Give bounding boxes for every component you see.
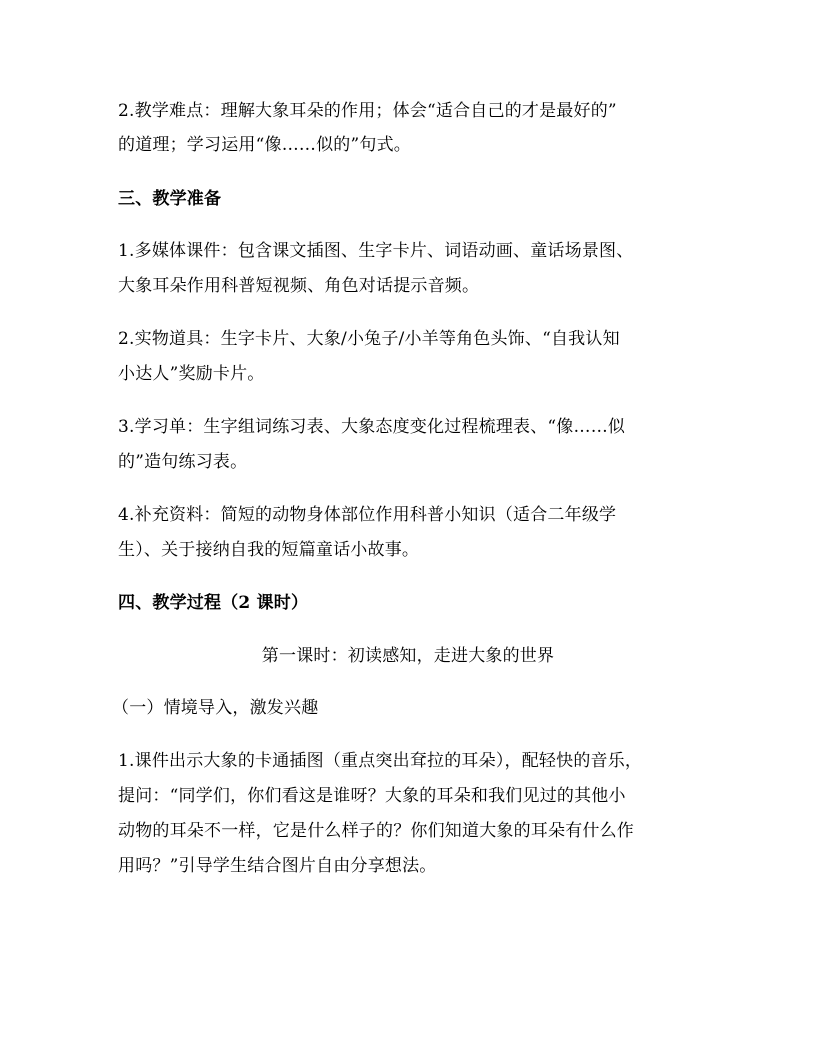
text-line: 2.教学难点：理解大象耳朵的作用；体会“适合自己的才是最好的”: [118, 101, 617, 121]
text-line: 4.补充资料：简短的动物身体部位作用科普小知识（适合二年级学: [118, 505, 617, 525]
text-line: 的道理；学习运用“像……似的”句式。: [118, 135, 411, 155]
text-line: 小达人”奖励卡片。: [118, 364, 265, 384]
text-line: 提问：“同学们，你们看这是谁呀？大象的耳朵和我们见过的其他小: [118, 786, 626, 806]
text-line: 用吗？”引导学生结合图片自由分享想法。: [118, 856, 437, 876]
section-heading: 四、教学过程（2 课时）: [118, 593, 309, 613]
text-line: 1.课件出示大象的卡通插图（重点突出耷拉的耳朵），配轻快的音乐，: [118, 751, 643, 771]
text-line: 的”造句练习表。: [118, 452, 248, 472]
sub-heading: （一）情境导入，激发兴趣: [112, 698, 319, 718]
text-line: 生）、关于接纳自我的短篇童话小故事。: [118, 540, 420, 560]
section-heading: 三、教学准备: [118, 189, 222, 209]
text-line: 大象耳朵作用科普短视频、角色对话提示音频。: [118, 276, 480, 296]
lesson-title: 第一课时：初读感知，走进大象的世界: [261, 646, 555, 666]
text-line: 1.多媒体课件：包含课文插图、生字卡片、词语动画、童话场景图、: [118, 241, 634, 261]
text-line: 动物的耳朵不一样，它是什么样子的？你们知道大象的耳朵有什么作: [118, 821, 634, 841]
text-line: 3.学习单：生字组词练习表、大象态度变化过程梳理表、“像……似: [118, 417, 626, 437]
text-line: 2.实物道具：生字卡片、大象/小兔子/小羊等角色头饰、“自我认知: [118, 329, 620, 349]
